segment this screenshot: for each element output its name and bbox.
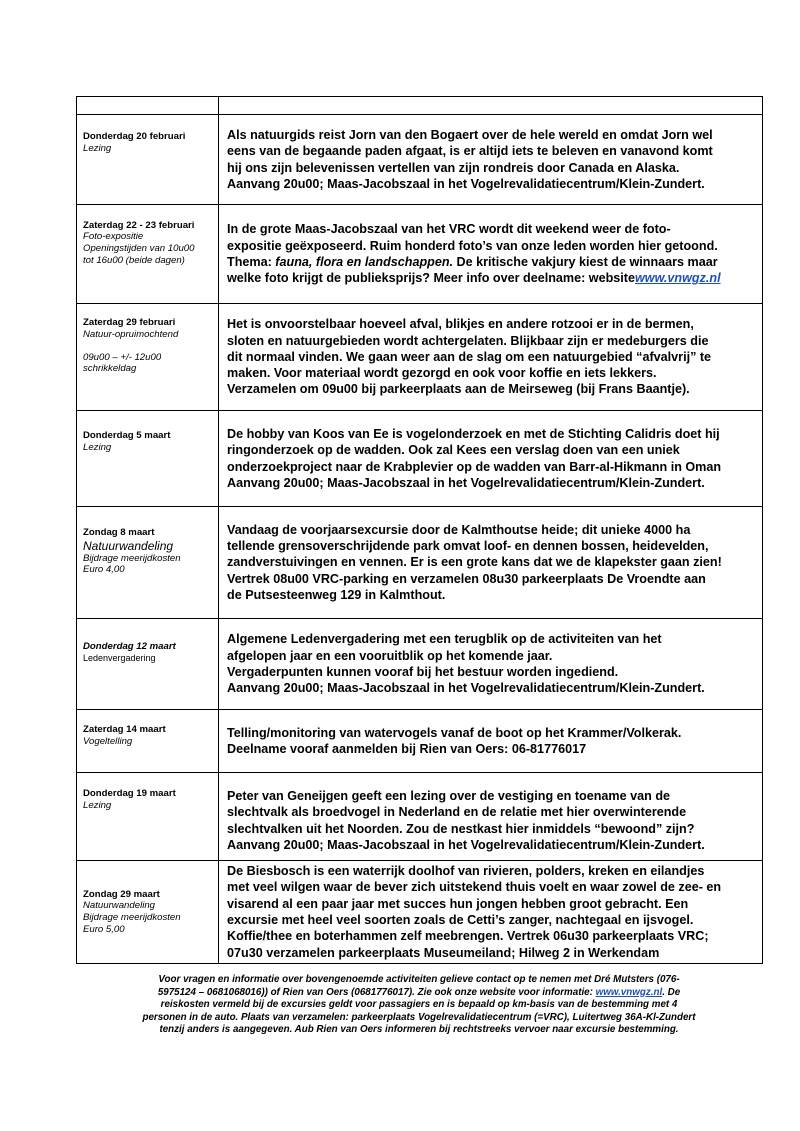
description-line: hij ons zijn belevenissen vertellen van zijn rondreis door Canada en Alaska. bbox=[227, 160, 680, 175]
footer-line: Voor vragen en informatie over bovengenoemde activiteiten gelieve contact op te nemen met Dré Mutsters (076- bbox=[158, 974, 680, 985]
description-line: Als natuurgids reist Jorn van den Bogaert over de hele wereld en omdat Jorn wel bbox=[227, 127, 713, 142]
footer-line: tenzij anders is aangegeven. Aub Rien van Oers informeren bij rechtstreeks vervoer naar excursie bestemming. bbox=[159, 1024, 679, 1036]
footer-line: reiskosten vermeld bij de excursies geldt voor passagiers en is bepaald op km-basis van de bestemming met 4 bbox=[160, 999, 678, 1011]
description-line: Koffie/thee en boterhammen zelf meebrengen. Vertrek 06u30 parkeerplaats VRC; bbox=[227, 929, 709, 944]
description-line: De hobby van Koos van Ee is vogelonderzoek en met de Stichting Calidris doet hij bbox=[227, 426, 720, 441]
event-meta bbox=[77, 304, 219, 411]
table-row bbox=[77, 861, 763, 964]
event-detail: tot 16u00 (beide dagen) bbox=[83, 254, 185, 266]
description-line: Algemene Ledenvergadering met een terugblik op de activiteiten van het bbox=[227, 632, 662, 647]
event-meta bbox=[77, 115, 219, 205]
event-detail: Euro 5,00 bbox=[83, 923, 125, 935]
event-type: Ledenvergadering bbox=[83, 653, 156, 663]
event-description bbox=[219, 619, 763, 710]
footer-line: personen in de auto. Plaats van verzamelen: parkeerplaats Vogelrevalidatiecentrum (=VRC), Luitertweg 36A-Kl-Zundert bbox=[142, 1011, 696, 1023]
description-line: slechtvalk als broedvogel in Nederland en de relatie met hier overwinterende bbox=[227, 805, 687, 820]
description-line: excursie met heel veel soorten zoals de Cetti’s zanger, nachtegaal en ijsvogel. bbox=[227, 913, 694, 927]
event-type: Vogeltelling bbox=[83, 735, 133, 747]
website-link[interactable]: www.vnwgz.nl bbox=[635, 271, 721, 286]
event-description bbox=[219, 773, 763, 861]
event-date: Donderdag 5 maart bbox=[83, 430, 171, 442]
footer-line-website bbox=[76, 987, 762, 1000]
footer-line-text: . De bbox=[662, 986, 681, 998]
theme-rest: De kritische vakjury kiest de winnaars maar bbox=[456, 255, 718, 269]
description-line: 07u30 verzamelen parkeerplaats Museumeiland; Hilweg 2 in Werkendam bbox=[227, 945, 660, 960]
event-meta bbox=[77, 861, 219, 964]
description-line: Aanvang 20u00; Maas-Jacobszaal in het Vogelrevalidatiecentrum/Klein-Zundert. bbox=[227, 475, 705, 490]
description-line: Aanvang 20u00; Maas-Jacobszaal in het Vogelrevalidatiecentrum/Klein-Zundert. bbox=[227, 176, 705, 191]
event-meta bbox=[77, 619, 219, 710]
contact-footer bbox=[76, 974, 762, 1037]
table-row bbox=[77, 304, 763, 411]
event-date: Zaterdag 29 februari bbox=[83, 317, 176, 329]
description-line: afgelopen jaar en een vooruitblik op het komende jaar. bbox=[227, 648, 553, 663]
description-line: dit normaal vinden. We gaan weer aan de slag om een natuurgebied “afvalvrij” te bbox=[227, 349, 712, 364]
table-row bbox=[77, 619, 763, 710]
description-line: visarend al een paar jaar met succes hun jongen hebben groot gebracht. Een bbox=[227, 896, 689, 911]
event-description bbox=[219, 411, 763, 507]
theme-value: fauna, flora en landschappen. bbox=[275, 255, 454, 269]
event-type: Foto-expositie bbox=[83, 231, 144, 243]
event-type: Natuur-opruimochtend bbox=[83, 328, 179, 340]
event-date: Donderdag 20 februari bbox=[83, 131, 186, 143]
empty-header-cell bbox=[219, 97, 763, 115]
event-description bbox=[219, 507, 763, 619]
event-date: Zondag 8 maart bbox=[83, 527, 155, 539]
event-detail: schrikkeldag bbox=[83, 363, 137, 375]
description-line: de Putsesteenweg 129 in Kalmthout. bbox=[227, 587, 446, 602]
table-header-row bbox=[77, 97, 763, 115]
event-date: Zaterdag 22 - 23 februari bbox=[83, 219, 195, 231]
event-detail: Bijdrage meerijdkosten bbox=[83, 912, 181, 923]
description-line: tellende grensoverschrijdende park omvat loof- en dennen bossen, heidevelden, bbox=[227, 539, 709, 554]
event-detail: Bijdrage meerijdkosten bbox=[83, 552, 181, 564]
event-meta bbox=[77, 773, 219, 861]
description-line: Vergaderpunten kunnen vooraf bij het bestuur worden ingediend. bbox=[227, 665, 619, 679]
table-row bbox=[77, 773, 763, 861]
event-detail: Euro 4,00 bbox=[83, 564, 125, 576]
event-type: Lezing bbox=[83, 143, 112, 154]
website-line bbox=[227, 270, 757, 286]
description-line: Aanvang 20u00; Maas-Jacobszaal in het Vogelrevalidatiecentrum/Klein-Zundert. bbox=[227, 837, 705, 852]
description-line: De Biesbosch is een waterrijk doolhof van rivieren, polders, kreken en eilandjes bbox=[227, 864, 705, 879]
table-row bbox=[77, 507, 763, 619]
table-row bbox=[77, 115, 763, 205]
description-line: Telling/monitoring van watervogels vanaf de boot op het Krammer/Volkerak. bbox=[227, 725, 682, 740]
event-date: Zondag 29 maart bbox=[83, 888, 160, 900]
event-date: Zaterdag 14 maart bbox=[83, 723, 166, 735]
event-type: Lezing bbox=[83, 800, 112, 811]
event-type: Lezing bbox=[83, 442, 112, 453]
description-line: onderzoekproject naar de Krabplevier op de wadden van Barr-al-Hikmann in Oman bbox=[227, 459, 722, 474]
event-description bbox=[219, 304, 763, 411]
description-line: Verzamelen om 09u00 bij parkeerplaats aan de Meirseweg (bij Frans Baantje). bbox=[227, 382, 690, 397]
description-line: slechtvalken uit het Noorden. Zou de nestkast hier inmiddels “bewoond” zijn? bbox=[227, 821, 695, 836]
description-line: Peter van Geneijgen geeft een lezing over de vestiging en toename van de bbox=[227, 788, 671, 803]
description-line: zandverstuivingen en vennen. Er is een grote kans dat we de klapekster gaan zien! bbox=[227, 555, 722, 570]
event-date: Donderdag 12 maart bbox=[83, 641, 176, 653]
description-line: eens van de begaande paden afgaat, is er altijd iets te beleven en vanavond komt bbox=[227, 144, 713, 159]
event-detail: Openingstijden van 10u00 bbox=[83, 243, 195, 254]
empty-header-cell bbox=[77, 97, 219, 115]
event-meta bbox=[77, 205, 219, 304]
event-meta bbox=[77, 507, 219, 619]
description-line: Het is onvoorstelbaar hoeveel afval, blikjes en andere rotzooi er in de bermen, bbox=[227, 317, 694, 332]
footer-line-text: 5975124 – 0681068016)) of Rien van Oers (0681776017). Zie ook onze website voor informatie: bbox=[157, 986, 593, 998]
event-detail: 09u00 – +/- 12u00 bbox=[83, 351, 162, 363]
description-line: ringonderzoek op de wadden. Ook zal Kees een verslag doen van een uniek bbox=[227, 443, 680, 458]
description-line: In de grote Maas-Jacobszaal van het VRC wordt dit weekend weer de foto- bbox=[227, 222, 671, 237]
event-description bbox=[219, 115, 763, 205]
description-line: sloten en natuurgebieden wordt achtergelaten. Blijkbaar zijn er medeburgers die bbox=[227, 333, 709, 348]
description-line: met veel wilgen waar de bever zich uitstekend thuis voelt en waar zowel de zee- en bbox=[227, 880, 722, 895]
event-description bbox=[219, 205, 763, 304]
theme-line bbox=[227, 254, 757, 270]
event-date: Donderdag 19 maart bbox=[83, 788, 176, 800]
description-line: Aanvang 20u00; Maas-Jacobszaal in het Vogelrevalidatiecentrum/Klein-Zundert. bbox=[227, 681, 705, 696]
theme-label: Thema: bbox=[227, 255, 272, 269]
event-type: Natuurwandeling bbox=[83, 900, 155, 912]
website-line-text: welke foto krijgt de publieksprijs? Meer info over deelname: website bbox=[227, 271, 635, 286]
description-line: maken. Voor materiaal wordt gezorgd en ook voor koffie en iets lekkers. bbox=[227, 366, 657, 381]
activities-table bbox=[76, 96, 763, 964]
event-type: Natuurwandeling bbox=[83, 538, 174, 553]
event-meta bbox=[77, 710, 219, 773]
event-meta bbox=[77, 411, 219, 507]
description-line: Vertrek 08u00 VRC-parking en verzamelen 08u30 parkeerplaats De Vroendte aan bbox=[227, 571, 706, 586]
footer-website-link[interactable]: www.vnwgz.nl bbox=[595, 986, 663, 998]
event-description bbox=[219, 710, 763, 773]
event-description bbox=[219, 861, 763, 964]
description-line: expositie geëxposeerd. Ruim honderd foto’s van onze leden worden hier getoond. bbox=[227, 238, 718, 253]
table-row bbox=[77, 205, 763, 304]
description-line: Deelname vooraf aanmelden bij Rien van Oers: 06-81776017 bbox=[227, 742, 587, 756]
table-row bbox=[77, 710, 763, 773]
description-line: Vandaag de voorjaarsexcursie door de Kalmthoutse heide; dit unieke 4000 ha bbox=[227, 522, 691, 537]
table-row bbox=[77, 411, 763, 507]
